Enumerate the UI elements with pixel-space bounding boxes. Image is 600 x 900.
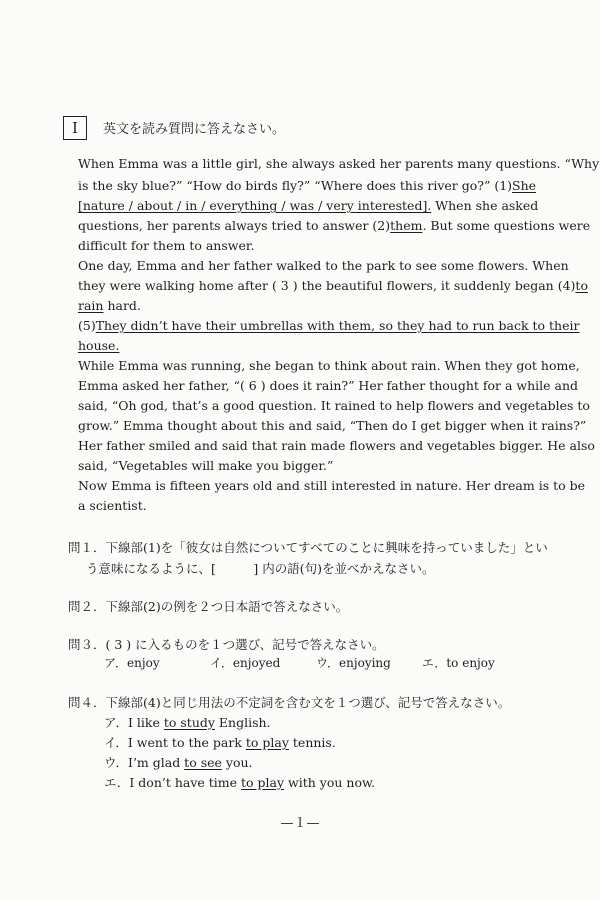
- passage-line: While Emma was running, she began to think about rain. When they got home,: [78, 358, 580, 373]
- question-1: 問１．下線部(1)を「彼女は自然についてすべてのことに興味を持っていました」とい: [68, 540, 548, 555]
- choice-b[interactable]: イ．I went to the park to play tennis.: [104, 735, 336, 750]
- question-3-choices: [104, 654, 524, 672]
- passage-line: said, “Vegetables will make you bigger.”: [78, 458, 334, 473]
- choice-a[interactable]: ア．enjoy: [104, 656, 160, 670]
- passage-line: said, “Oh god, that’s a good question. It rained to help flowers and vegetables to: [78, 398, 590, 413]
- passage-line: (5)They didn’t have their umbrellas with them, so they had to run back to their: [78, 318, 580, 333]
- question-4: 問４．下線部(4)と同じ用法の不定詞を含む文を１つ選び、記号で答えなさい。: [68, 695, 511, 710]
- choice-c[interactable]: ウ．I’m glad to see you.: [104, 755, 253, 770]
- choice-a[interactable]: ア．I like to study English.: [104, 715, 271, 730]
- underline-5: They didn’t have their umbrellas with them, so they had to run back to their: [95, 318, 580, 333]
- underline-2: them: [390, 218, 423, 233]
- question-1-cont: う意味になるように、[ ] 内の語(句)を並べかえなさい。: [86, 561, 435, 576]
- choice-d[interactable]: エ．to enjoy: [422, 656, 495, 670]
- passage-line: they were walking home after ( 3 ) the beautiful flowers, it suddenly began (4)to: [78, 278, 588, 293]
- passage-line: Now Emma is fifteen years old and still interested in nature. Her dream is to be: [78, 478, 586, 493]
- passage-line: When Emma was a little girl, she always asked her parents many questions. “Why: [78, 156, 600, 171]
- underline-4-end: rain: [78, 298, 104, 313]
- passage-line: [78, 337, 534, 355]
- choice-b[interactable]: イ．enjoyed: [210, 656, 281, 670]
- passage-line: One day, Emma and her father walked to the park to see some flowers. When: [78, 258, 569, 273]
- section-number-box: I: [63, 116, 87, 140]
- underline-5-end: house.: [78, 338, 120, 353]
- passage-line: questions, her parents always tried to answer (2)them. But some questions were: [78, 218, 591, 233]
- page-number: —１—: [280, 816, 320, 831]
- passage-line: grow.” Emma thought about this and said, “Then do I get bigger when it rains?”: [78, 418, 587, 433]
- section-instruction: 英文を読み質問に答えなさい。: [103, 122, 286, 137]
- underline-4-start: to: [575, 278, 588, 293]
- passage-line: [nature / about / in / everything / was / very interested]. When she asked: [78, 198, 539, 213]
- passage-line: Emma asked her father, “( 6 ) does it rain?” Her father thought for a while and: [78, 378, 579, 393]
- choice-c[interactable]: ウ．enjoying: [316, 656, 391, 670]
- question-2: 問２．下線部(2)の例を２つ日本語で答えなさい。: [68, 599, 349, 614]
- passage-line: a scientist.: [78, 498, 147, 513]
- underline-1-bracket: [nature / about / in / everything / was / very interested].: [78, 198, 432, 213]
- passage-line: is the sky blue?” “How do birds fly?” “Where does this river go?” (1)She: [78, 178, 537, 193]
- question-3: 問３．( 3 ) に入るものを１つ選び、記号で答えなさい。: [68, 637, 385, 652]
- passage-line: rain hard.: [78, 298, 141, 313]
- choice-d[interactable]: エ．I don’t have time to play with you now.: [104, 775, 376, 790]
- underline-1-start: She: [512, 178, 537, 193]
- passage-line: Her father smiled and said that rain made flowers and vegetables bigger. He also: [78, 438, 595, 453]
- passage-line: difficult for them to answer.: [78, 238, 255, 253]
